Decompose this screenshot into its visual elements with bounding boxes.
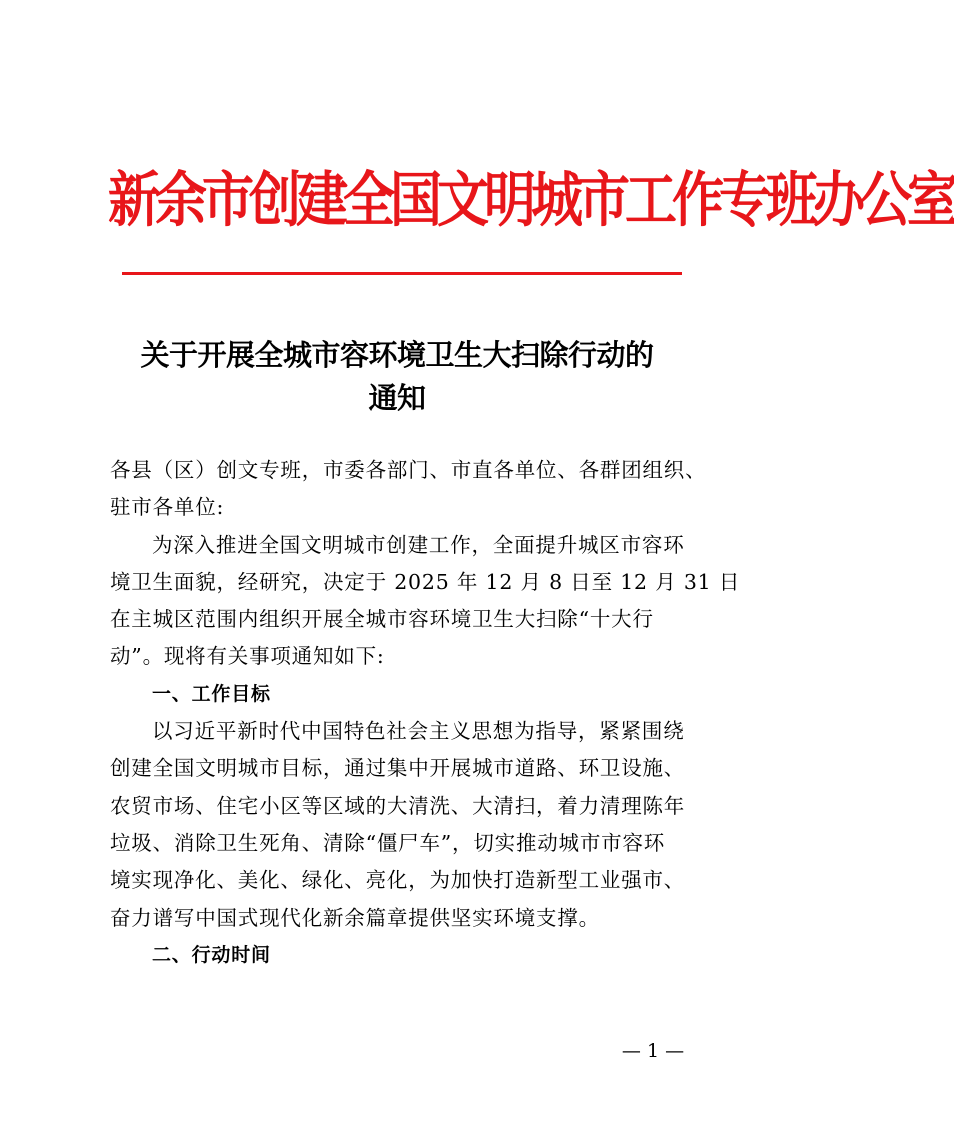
title-line-1: 关于开展全城市容环境卫生大扫除行动的 — [140, 338, 654, 372]
section-1-heading: 一、工作目标 — [152, 682, 271, 705]
section-1-line-1: 以习近平新时代中国特色社会主义思想为指导，紧紧围绕 — [152, 719, 685, 744]
title-line-2: 通知 — [368, 381, 426, 415]
intro-line-4: 动”。现将有关事项通知如下: — [110, 644, 385, 669]
section-1-line-5: 境实现净化、美化、绿化、亮化，为加快打造新型工业强市、 — [110, 868, 686, 893]
section-1-line-3: 农贸市场、住宅小区等区域的大清洗、大清扫，着力清理陈年 — [110, 793, 686, 818]
page-number: — 1 — — [621, 1040, 685, 1062]
addressee-line-2: 驻市各单位: — [110, 495, 225, 520]
intro-line-2: 境卫生面貌，经研究，决定于 2025 年 12 月 8 日至 12 月 31 日 — [110, 569, 741, 594]
section-2-heading: 二、行动时间 — [152, 943, 271, 966]
addressee-line-1: 各县（区）创文专班，市委各部门、市直各单位、各群团组织、 — [110, 458, 707, 482]
section-1-line-2: 创建全国文明城市目标，通过集中开展城市道路、环卫设施、 — [110, 756, 686, 781]
intro-line-1: 为深入推进全国文明城市创建工作，全面提升城区市容环 — [152, 532, 685, 557]
document-title — [100, 334, 694, 420]
organization-header: 新余市创建全国文明城市工作专班办公室 — [108, 166, 954, 236]
section-1-line-6: 奋力谱写中国式现代化新余篇章提供坚实环境支撑。 — [110, 905, 600, 930]
section-1-line-4: 垃圾、消除卫生死角、清除“僵尸车”，切实推动城市市容环 — [110, 830, 666, 855]
intro-line-3: 在主城区范围内组织开展全城市容环境卫生大扫除“十大行 — [110, 607, 654, 632]
document-body — [110, 452, 741, 974]
red-divider-line — [122, 272, 682, 275]
